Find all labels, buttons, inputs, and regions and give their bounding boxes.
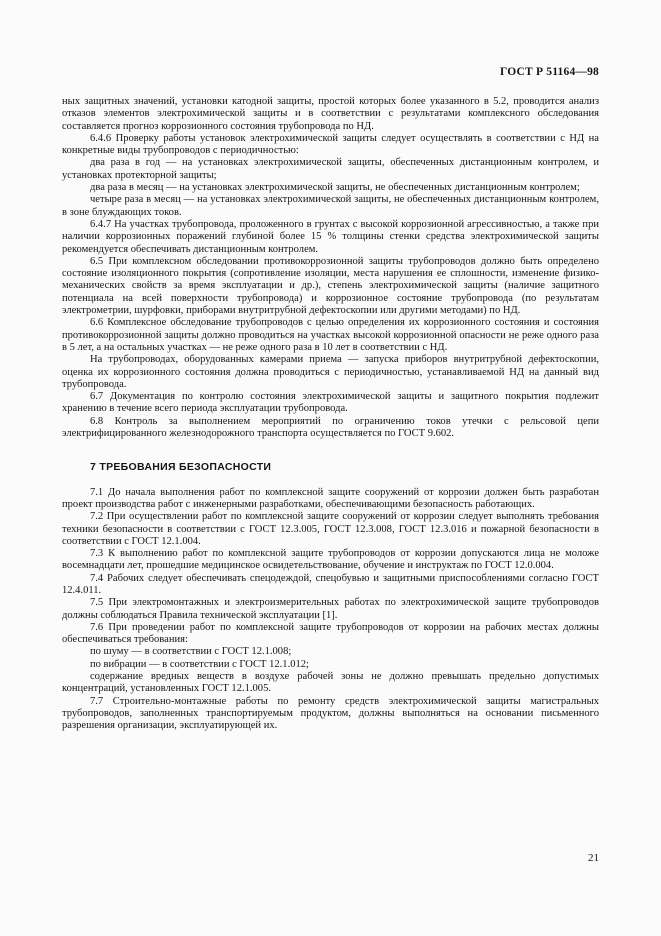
paragraph-7-6: 7.6 При проведении работ по комплексной защите трубопроводов от коррозии на рабочих местах должны обеспечиваться требования: (62, 621, 599, 646)
document-body (62, 96, 599, 733)
paragraph-6-4-6: 6.4.6 Проверку работы установок электрохимической защиты следует осуществлять в соответствии с НД на конкретные виды трубопроводов с периодичностью: (62, 132, 599, 157)
paragraph-6-6-note: На трубопроводах, оборудованных камерами приема — запуска приборов внутритрубной дефектоскопии, оценка их коррозионного состояния должна проводиться с периодичностью, устанавливаемой НД на данный вид трубопровода. (62, 354, 599, 390)
page-number: 21 (588, 852, 599, 864)
paragraph-6-4-7: 6.4.7 На участках трубопровода, проложенного в грунтах с высокой коррозионной агрессивностью, а также при наличии коррозионных поражений глубиной более 15 % толщины стенки средства электрохимической защиты рекомендуется обеспечивать дистанционным контролем. (62, 218, 599, 255)
list-item-twice-a-month: два раза в месяц — на установках электрохимической защиты, не обеспеченных дистанционным контролем; (90, 182, 580, 194)
paragraph-7-4: 7.4 Рабочих следует обеспечивать спецодеждой, спецобувью и защитными приспособлениями согласно ГОСТ 12.4.011. (62, 572, 599, 596)
list-item-noise: по шуму — в соответствии с ГОСТ 12.1.008; (90, 646, 292, 658)
paragraph-7-5: 7.5 При электромонтажных и электроизмерительных работах по электрохимической защите трубопроводов должны соблюдаться Правила технической эксплуатации [1]. (62, 597, 599, 621)
list-item-harmful-substances: содержание вредных веществ в воздухе рабочей зоны не должно превышать предельно допустимых концентраций, установленных ГОСТ 12.1.005. (62, 671, 599, 695)
list-item-four-times-a-month: четыре раза в месяц — на установках электрохимической защиты, не обеспеченных дистанционным контролем, в зоне блуждающих токов. (62, 194, 599, 218)
section-title: 7 ТРЕБОВАНИЯ БЕЗОПАСНОСТИ (90, 461, 272, 474)
paragraph-7-1: 7.1 До начала выполнения работ по комплексной защите сооружений от коррозии должен быть разработан проект производства работ с инженерными разработками, обеспечивающими безопасность работающих. (62, 486, 599, 510)
paragraph-6-8: 6.8 Контроль за выполнением мероприятий по ограничению токов утечки с рельсовой цепи электрифицированного железнодорожного транспорта осуществляется по ГОСТ 9.602. (62, 415, 599, 440)
list-item-vibration: по вибрации — в соответствии с ГОСТ 12.1.012; (90, 658, 309, 670)
standard-header: ГОСТ Р 51164—98 (500, 66, 599, 78)
paragraph-7-3: 7.3 К выполнению работ по комплексной защите трубопроводов от коррозии допускаются лица не моложе восемнадцати лет, прошедшие медицинское освидетельствование, обучение и инструктаж по ГОСТ 12.0.004. (62, 548, 599, 572)
list-item-twice-a-year: два раза в год — на установках электрохимической защиты, обеспеченных дистанционным контролем, и установках протекторной защиты; (62, 157, 599, 181)
paragraph-continuation: ных защитных значений, установки катодной защиты, простой которых более указанного в 5.2, проводится анализ отказов элементов электрохимической защиты и в соответствии с результатами комплексного обследования составляется прогноз коррозионного состояния трубопровода по НД. (62, 96, 599, 132)
paragraph-6-6: 6.6 Комплексное обследование трубопроводов с целью определения их коррозионного состояния и состояния противокоррозионной защиты должно проводиться на участках высокой коррозионной опасности не реже одного раза в 5 лет, а на остальных участках — не реже одного раза в 10 лет в соответствии с НД. (62, 317, 599, 353)
paragraph-7-7: 7.7 Строительно-монтажные работы по ремонту средств электрохимической защиты магистральных трубопроводов, заполненных транспортируемым продуктом, должны выполняться на основании письменного разрешения организации, эксплуатирующей их. (62, 695, 599, 732)
paragraph-6-5: 6.5 При комплексном обследовании противокоррозионной защиты трубопроводов должно быть определено состояние изоляционного покрытия (сопротивление изоляции, места нарушения ее сплошности, изменение физико-механических свойств за время эксплуатации и др.), степень электрохимической защиты (наличие защитного потенциала на всей поверхности трубопровода) и коррозионное состояние трубопровода (по результатам электрометрии, шурфовки, приборами внутритрубной дефектоскопии или другими методами) по НД. (62, 255, 599, 317)
paragraph-6-7: 6.7 Документация по контролю состояния электрохимической защиты и защитного покрытия подлежит хранению в течение всего периода эксплуатации трубопровода. (62, 391, 599, 415)
paragraph-7-2: 7.2 При осуществлении работ по комплексной защите сооружений от коррозии следует выполнять требования техники безопасности в соответствии с ГОСТ 12.3.005, ГОСТ 12.3.008, ГОСТ 12.3.016 и пожарной безопасности в соответствии с ГОСТ 12.1.004. (62, 511, 599, 547)
